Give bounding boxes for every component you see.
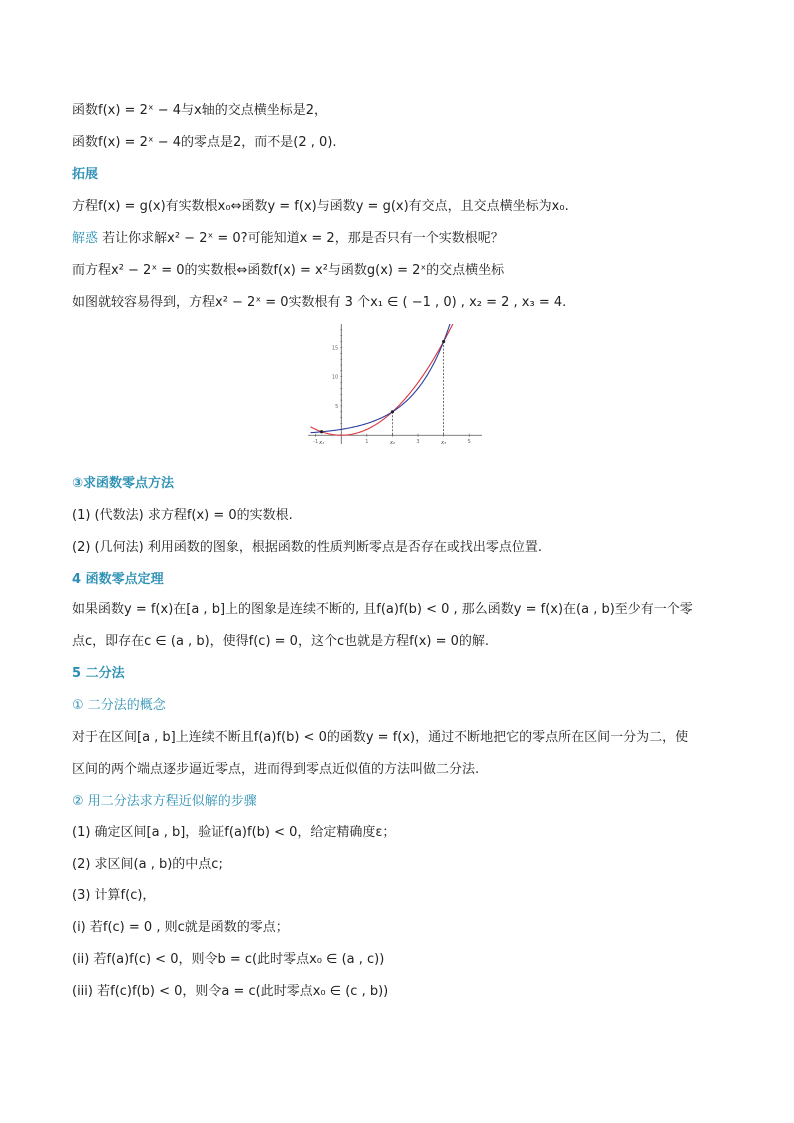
text-line: 如图就较容易得到，方程x² − 2ˣ = 0实数根有 3 个x₁ ∈ ( −1 , 0) , x₂ = 2 , x₃ = 4. xyxy=(72,295,567,310)
subheading-concept: ① 二分法的概念 xyxy=(72,698,166,713)
text-line: (iii) 若f(c)f(b) < 0，则令a = c(此时零点x₀ ∈ (c , b)) xyxy=(72,984,389,999)
text-line: (ii) 若f(a)f(c) < 0，则令b = c(此时零点x₀ ∈ (a , c)) xyxy=(72,952,385,967)
intersection-point xyxy=(320,430,323,433)
text-line: (1) 确定区间[a , b]，验证f(a)f(b) < 0，给定精确度ε； xyxy=(72,825,396,840)
puzzle-tag: 解惑 xyxy=(72,231,99,246)
text-line: 而方程x² − 2ˣ = 0的实数根⇔函数f(x) = x²与函数g(x) = 2ˣ的交点横坐标 xyxy=(72,263,505,278)
text-line: (i) 若f(c) = 0 , 则c就是函数的零点； xyxy=(72,920,289,935)
intersection-x-label: x₃ xyxy=(441,440,447,447)
subheading-steps: ② 用二分法求方程近似解的步骤 xyxy=(72,794,257,809)
y-tick-label: 10 xyxy=(331,374,339,381)
text-line xyxy=(72,229,726,249)
text-line: (3) 计算f(c)， xyxy=(72,888,156,903)
intersection-x-label: x₁ xyxy=(319,440,325,447)
text-line: (2) 求区间(a , b)的中点c; xyxy=(72,857,223,872)
section-heading-bisection: 5 二分法 xyxy=(72,666,125,681)
text-line: (1) (代数法) 求方程f(x) = 0的实数根. xyxy=(72,508,293,523)
text-line: 点c，即存在c ∈ (a , b)，使得f(c) = 0，这个c也就是方程f(x) = 0的解. xyxy=(72,634,490,649)
y-tick-label: 5 xyxy=(335,403,339,410)
x-tick-label: -1 xyxy=(313,439,319,446)
intersection-point xyxy=(391,410,394,413)
text-line: 函数f(x) = 2ˣ − 4的零点是2，而不是(2 , 0). xyxy=(72,135,337,150)
text-line: 函数f(x) = 2ˣ − 4与x轴的交点横坐标是2， xyxy=(72,103,328,118)
x-tick-label: 1 xyxy=(365,439,369,446)
x-tick-label: 3 xyxy=(416,439,420,446)
text-line: 对于在区间[a , b]上连续不断且f(a)f(b) < 0的函数y = f(x)，通过不断地把它的零点所在区间一分为二，使 xyxy=(72,730,689,745)
x-tick-label: 5 xyxy=(467,439,471,446)
text-line: 如果函数y = f(x)在[a , b]上的图象是连续不断的, 且f(a)f(b) < 0 , 那么函数y = f(x)在(a , b)至少有一个零 xyxy=(72,602,693,617)
text-line: 区间的两个端点逐步逼近零点，进而得到零点近似值的方法叫做二分法. xyxy=(72,762,480,777)
y-tick-label: 15 xyxy=(331,345,339,352)
puzzle-text: 若让你求解x² − 2ˣ = 0?可能知道x = 2，那是否只有一个实数根呢？ xyxy=(98,231,504,246)
text-line: 方程f(x) = g(x)有实数根x₀⇔函数y = f(x)与函数y = g(x)有交点，且交点横坐标为x₀. xyxy=(72,199,569,214)
intersection-x-label: x₂ xyxy=(389,440,395,447)
section-heading-theorem: 4 函数零点定理 xyxy=(72,572,164,587)
intersection-point xyxy=(442,340,445,343)
function-graph xyxy=(306,322,486,456)
section-heading-extension: 拓展 xyxy=(72,167,99,182)
section-heading-method: ③求函数零点方法 xyxy=(72,476,175,491)
text-line: (2) (几何法) 利用函数的图象，根据函数的性质判断零点是否存在或找出零点位置. xyxy=(72,540,542,555)
